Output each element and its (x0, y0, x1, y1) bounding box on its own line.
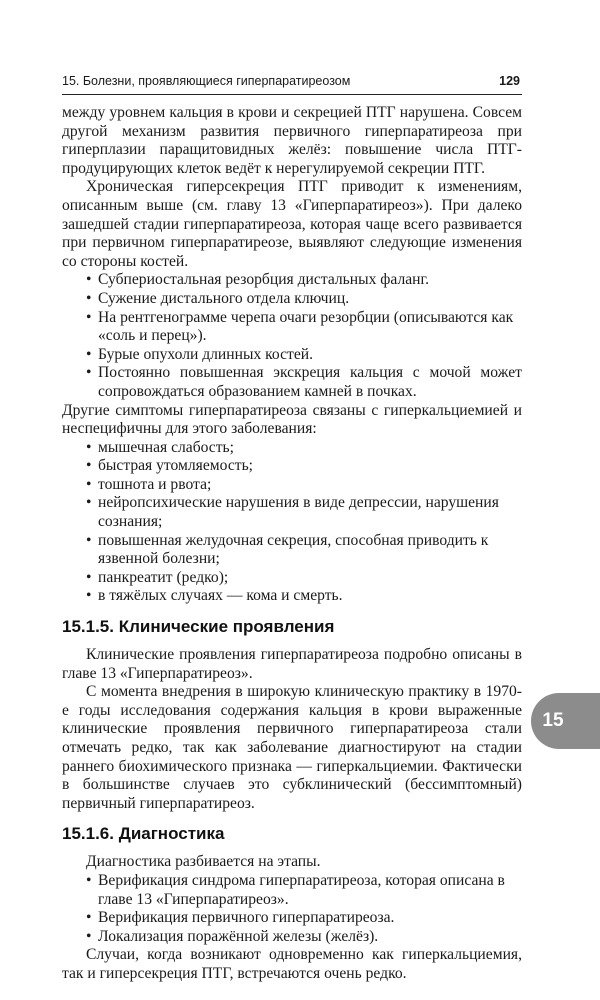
list-item: • На рентгенограмме черепа очаги резорбции (описываются как «соль и перец»). (62, 309, 522, 346)
diagnostic-steps-list (62, 872, 522, 946)
chapter-tab-label: 15 (542, 710, 564, 731)
running-header (62, 74, 522, 90)
list-item: • Постоянно повышенная экскреция кальция с мочой может сопровождаться образованием камней в почках. (62, 364, 522, 401)
paragraph-1: между уровнем кальция в крови и секрецией ПТГ нарушена. Совсем другой механизм развития первичного гиперпаратиреоза при гиперплазии паращитовидных желёз: повышение числа ПТГ-продуцирующих клеток ведёт к нерегулируемой секреции ПТГ. (62, 104, 522, 177)
paragraph-6: Диагностика разбивается на этапы. (86, 853, 321, 871)
chapter-thumb-tab (531, 693, 600, 749)
list-item: • быстрая утомляемость; (62, 457, 522, 476)
bone-changes-list (62, 271, 522, 401)
list-item: • мышечная слабость; (62, 439, 522, 458)
list-item: • панкреатит (редко); (62, 569, 522, 588)
paragraph-3: Другие симптомы гиперпаратиреоза связаны с гиперкальциемией и неспецифичны для этого заболевания: (62, 401, 522, 438)
list-item: • Верификация синдрома гиперпаратиреоза, которая описана в главе 13 «Гиперпаратиреоз». (62, 872, 522, 909)
section-heading-diagnostics: 15.1.6. Диагностика (62, 824, 225, 844)
list-item: • нейропсихические нарушения в виде депрессии, нарушения сознания; (62, 494, 522, 531)
list-item: • тошнота и рвота; (62, 476, 522, 495)
running-header-title: 15. Болезни, проявляющиеся гиперпаратиреозом (62, 74, 351, 88)
list-item: • Верификация первичного гиперпаратиреоза. (62, 909, 522, 928)
paragraph-7: Случаи, когда возникают одновременно как гиперкальциемия, так и гиперсекреция ПТГ, встречаются очень редко. (62, 946, 522, 982)
paragraph-4: Клинические проявления гиперпаратиреоза подробно описаны в главе 13 «Гиперпаратиреоз». (62, 646, 522, 682)
list-item: • Субпериостальная резорбция дистальных фаланг. (62, 271, 522, 290)
list-item: • Бурые опухоли длинных костей. (62, 346, 522, 365)
list-item: • в тяжёлых случаях — кома и смерть. (62, 587, 522, 606)
list-item: • Локализация поражённой железы (желёз). (62, 928, 522, 947)
page-number: 129 (499, 74, 520, 88)
paragraph-2: Хроническая гиперсекреция ПТГ приводит к изменениям, описанным выше (см. главу 13 «Гиперпаратиреоз»). При далеко зашедшей стадии гиперпаратиреоза, которая чаще всего развивается при первичном гиперпаратиреозе, выявляют следующие изменения со стороны костей. (62, 178, 522, 270)
header-rule (62, 94, 522, 95)
paragraph-5: С момента внедрения в широкую клиническую практику в 1970-е годы исследования содержания кальция в крови выраженные клинические проявления первичного гиперпаратиреоза стали отмечать редко, так как заболевание диагностируют на стадии раннего биохимического признака — гиперкальциемии. Фактически в большинстве случаев это субклинический (бессимптомный) первичный гиперпаратиреоз. (62, 683, 522, 812)
list-item: • Сужение дистального отдела ключиц. (62, 290, 522, 309)
list-item: • повышенная желудочная секреция, способная приводить к язвенной болезни; (62, 532, 522, 569)
symptoms-list (62, 439, 522, 606)
section-heading-clinical: 15.1.5. Клинические проявления (62, 617, 335, 637)
main-text (62, 104, 522, 984)
